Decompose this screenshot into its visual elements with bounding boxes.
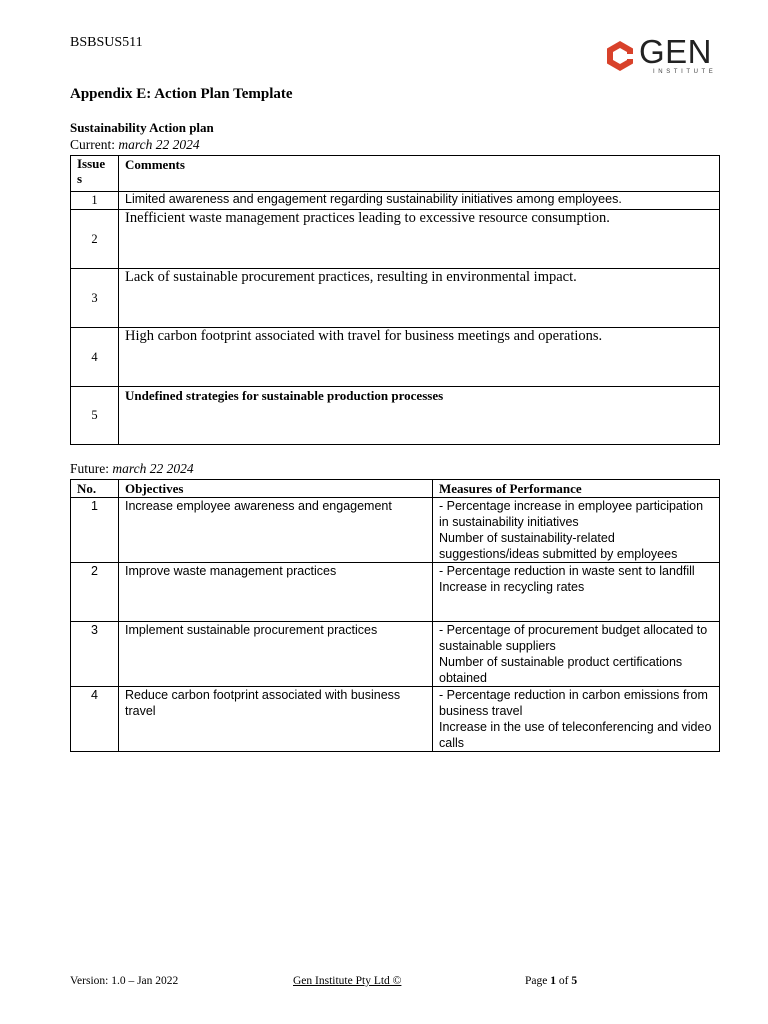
issue-comment: Limited awareness and engagement regarding sustainability initiatives among employees. — [119, 192, 720, 210]
objective-number: 4 — [71, 687, 119, 752]
header-comments: Comments — [119, 156, 720, 192]
footer-version: Version: 1.0 – Jan 2022 — [70, 975, 179, 987]
current-date-line — [70, 137, 200, 153]
measure-line: Number of sustainability-related suggestions/ideas submitted by employees — [439, 531, 678, 561]
table-row — [71, 387, 720, 445]
future-date: march 22 2024 — [112, 461, 194, 476]
document-code: BSBSUS511 — [70, 35, 143, 50]
logo-subtext: INSTITUTE — [653, 69, 717, 75]
table-row — [71, 192, 720, 210]
header-no: No. — [71, 480, 119, 498]
current-date: march 22 2024 — [118, 137, 200, 152]
objective-number: 2 — [71, 563, 119, 622]
footer-company-link[interactable]: Gen Institute Pty Ltd © — [293, 975, 402, 987]
issue-number: 5 — [71, 387, 119, 445]
table-header-row — [71, 480, 720, 498]
measure-line: - Percentage reduction in waste sent to landfill — [439, 564, 695, 578]
issue-comment: Undefined strategies for sustainable production processes — [119, 387, 720, 445]
footer-page-number: Page 1 of 5 — [525, 975, 578, 987]
objective-text: Implement sustainable procurement practices — [119, 622, 433, 687]
measure-line: Number of sustainable product certifications obtained — [439, 655, 683, 685]
table-row — [71, 210, 720, 269]
measure-line: - Percentage of procurement budget allocated to sustainable suppliers — [439, 623, 708, 653]
objective-text: Increase employee awareness and engagement — [119, 498, 433, 563]
objective-text: Reduce carbon footprint associated with business travel — [119, 687, 433, 752]
objective-number: 3 — [71, 622, 119, 687]
future-objectives-table — [70, 479, 720, 752]
header-objectives: Objectives — [119, 480, 433, 498]
table-row — [71, 687, 720, 752]
measures-cell — [433, 687, 720, 752]
issue-number: 4 — [71, 328, 119, 387]
future-date-line — [70, 461, 194, 477]
measure-line: Increase in the use of teleconferencing and video calls — [439, 720, 712, 750]
logo-text: GEN — [639, 33, 713, 70]
issue-comment: Lack of sustainable procurement practices, resulting in environmental impact. — [119, 269, 720, 328]
measure-line: Increase in recycling rates — [439, 580, 585, 594]
issue-number: 2 — [71, 210, 119, 269]
gen-institute-logo — [605, 33, 720, 80]
issue-comment: High carbon footprint associated with travel for business meetings and operations. — [119, 328, 720, 387]
issue-comment: Inefficient waste management practices leading to excessive resource consumption. — [119, 210, 720, 269]
future-label: Future: — [70, 461, 113, 476]
plan-title: Sustainability Action plan — [70, 120, 214, 135]
issue-number: 3 — [71, 269, 119, 328]
current-issues-table — [70, 155, 720, 445]
table-row — [71, 498, 720, 563]
measure-line: - Percentage reduction in carbon emissions from business travel — [439, 688, 708, 718]
measures-cell — [433, 498, 720, 563]
objective-number: 1 — [71, 498, 119, 563]
table-row — [71, 269, 720, 328]
objective-text: Improve waste management practices — [119, 563, 433, 622]
appendix-title: Appendix E: Action Plan Template — [70, 86, 293, 102]
table-row — [71, 328, 720, 387]
table-row — [71, 622, 720, 687]
table-header-row — [71, 156, 720, 192]
hexagon-logo-icon — [605, 40, 635, 72]
measures-cell — [433, 563, 720, 622]
header-issues: Issue s — [71, 156, 119, 192]
current-label: Current: — [70, 137, 119, 152]
header-measures: Measures of Performance — [433, 480, 720, 498]
table-row — [71, 563, 720, 622]
measures-cell — [433, 622, 720, 687]
measure-line: - Percentage increase in employee participation in sustainability initiatives — [439, 499, 704, 529]
issue-number: 1 — [71, 192, 119, 210]
